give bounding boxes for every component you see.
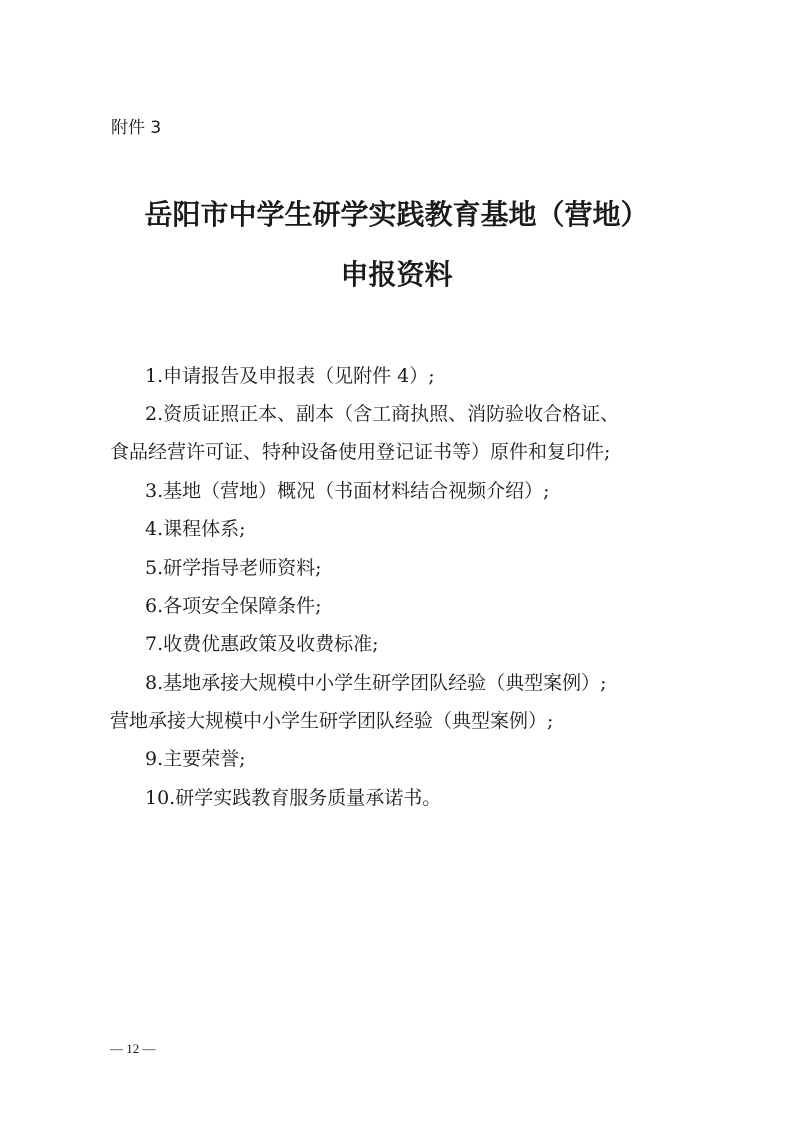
list-item-number: 4. [145,518,164,540]
list-item-number: 7. [145,633,164,655]
list-item-continuation: 营地承接大规模中小学生研学团队经验（典型案例）; [110,710,554,732]
page-number: — 12 — [110,1041,156,1056]
list-item-number: 2. [145,403,164,425]
list-item-number: 10. [145,787,176,809]
list-item-text: 收费优惠政策及收费标准; [163,633,379,655]
list-item-text: 基地承接大规模中小学生研学团队经验（典型案例）; [163,672,607,694]
list-item-number: 3. [145,480,164,502]
list-item [145,668,607,698]
list-item [145,476,550,506]
list-item [145,744,246,774]
list-item-number: 9. [145,748,164,770]
list-item-text: 各项安全保障条件; [163,595,322,617]
list-item-text: 课程体系; [163,518,246,540]
list-item-number: 1. [145,365,164,387]
list-item-number: 5. [145,557,164,579]
attachment-label: 附件 3 [111,118,162,138]
list-item [145,361,435,391]
list-item-text: 资质证照正本、副本（含工商执照、消防验收合格证、 [163,403,620,425]
list-item [145,591,322,621]
document-subtitle: 申报资料 [340,258,453,291]
list-item-text: 基地（营地）概况（书面材料结合视频介绍）; [163,480,550,502]
list-item-text: 申请报告及申报表（见附件 4）; [163,365,435,387]
list-item-continuation: 食品经营许可证、特种设备使用登记证书等）原件和复印件; [110,441,611,463]
list-item-number: 6. [145,595,164,617]
list-item-text: 研学指导老师资料; [163,557,322,579]
list-item [145,514,246,544]
list-item [145,629,379,659]
document-title: 岳阳市中学生研学实践教育基地（营地） [144,198,649,231]
list-item [145,553,322,583]
list-item-text: 研学实践教育服务质量承诺书。 [175,787,442,809]
list-item-number: 8. [145,672,164,694]
list-item [145,399,619,429]
list-item-text: 主要荣誉; [163,748,246,770]
list-item [145,783,441,813]
